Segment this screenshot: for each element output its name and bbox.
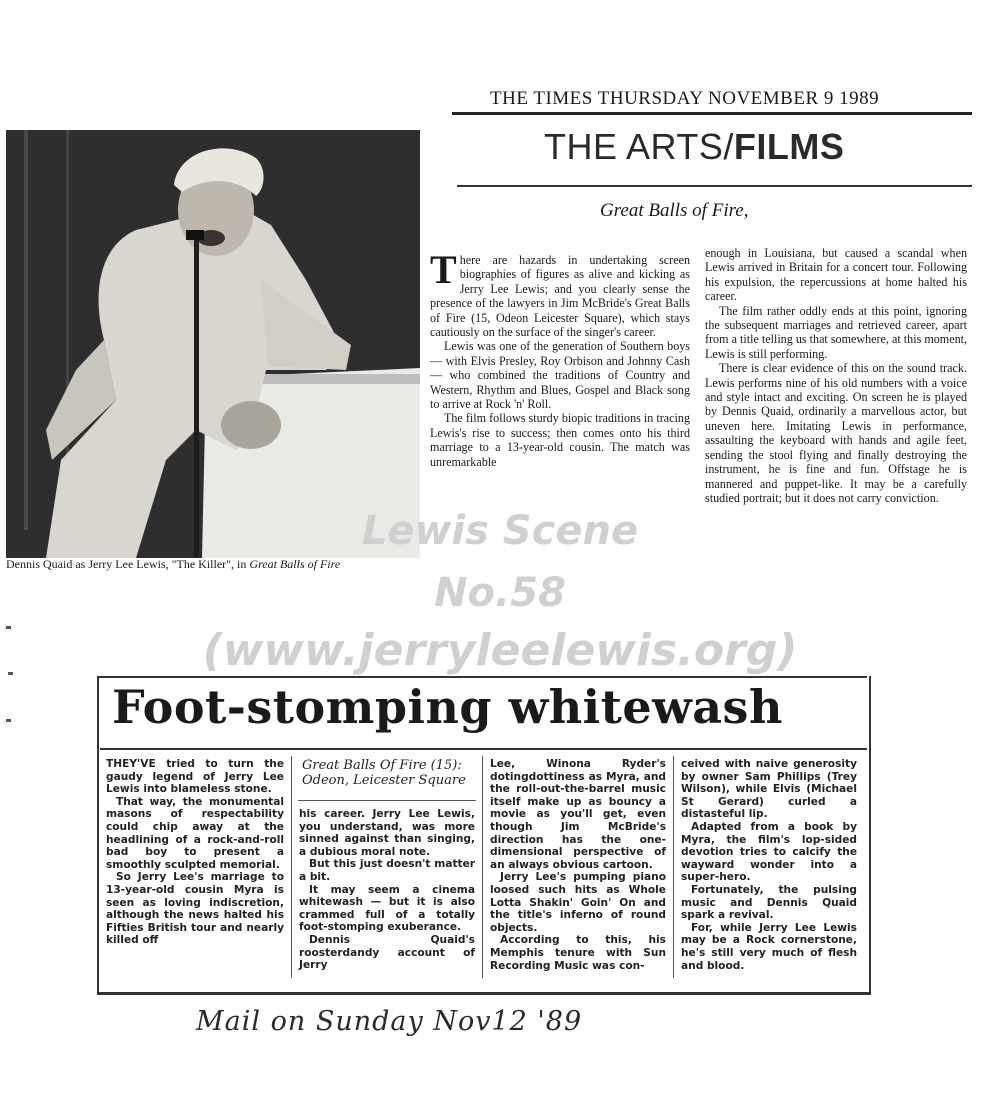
drop-cap: T <box>430 247 457 292</box>
handwritten-source-note: Mail on Sunday Nov12 '89 <box>196 1006 583 1037</box>
paragraph: ceived with naive generosity by owner Sam Phillips (Trey Wilson), while Elvis (Michael St Gerard) curled a distasteful lip. <box>681 758 857 821</box>
newspaper-dateline: THE TIMES THURSDAY NOVEMBER 9 1989 <box>490 88 880 109</box>
paragraph: The film rather oddly ends at this point, ignoring the subsequent marriages and retrieved career, apart from a title telling us that somewhere, at this moment, Lewis is still performing. <box>705 303 967 361</box>
paragraph: It may seem a cinema whitewash — but it is also crammed full of a totally foot-stomping exuberance. <box>299 883 475 934</box>
review-film-title: Great Balls of Fire, <box>600 200 749 221</box>
section-title-light: THE ARTS/ <box>544 126 734 167</box>
column-divider <box>482 756 483 978</box>
paragraph: For, while Jerry Lee Lewis may be a Rock cornerstone, he's still very much of flesh and blood. <box>681 921 857 972</box>
watermark-line-1: Lewis Scene <box>361 508 639 554</box>
performer-photo-illustration <box>6 130 420 558</box>
section-title <box>544 126 844 168</box>
film-info: Great Balls Of Fire (15): Odeon, Leicester Square <box>302 758 466 788</box>
caption-text: Dennis Quaid as Jerry Lee Lewis, "The Killer", in <box>6 557 250 571</box>
column-divider <box>673 756 674 978</box>
paragraph: Jerry Lee's pumping piano loosed such hits as Whole Lotta Shakin' Goin' On and the title's inferno of round objects. <box>490 871 666 934</box>
mail-column-1 <box>106 758 284 947</box>
headline-rule <box>100 748 867 750</box>
paragraph <box>430 247 690 340</box>
margin-mark <box>8 672 13 675</box>
mail-column-3 <box>490 758 666 972</box>
watermark-line-2: No.58 <box>434 570 566 616</box>
paragraph: enough in Louisiana, but caused a scandal when Lewis arrived in Britain for a concert tour. Following his expulsion, the repercussions at home halted his career. <box>705 246 967 304</box>
performer-photo <box>6 130 420 558</box>
paragraph: According to this, his Memphis tenure with Sun Recording Music was con- <box>490 934 666 972</box>
mail-column-2 <box>299 808 475 972</box>
paragraph: That way, the monumental masons of respectability could chip away at the headlining of a rock-and-roll bad boy to present a smoothly sculpted memorial. <box>106 795 284 871</box>
column-divider <box>291 756 292 978</box>
paragraph: Dennis Quaid's roosterdandy account of Jerry <box>299 933 475 972</box>
section-title-bold: FILMS <box>733 126 845 167</box>
times-column-1 <box>430 247 690 469</box>
paragraph: Fortunately, the pulsing music and Dennis Quaid spark a revival. <box>681 883 857 922</box>
margin-mark <box>6 626 11 629</box>
margin-mark <box>6 719 11 722</box>
watermark-url: (www.jerryleelewis.org) <box>202 625 798 676</box>
paragraph: Lewis was one of the generation of Southern boys — with Elvis Presley, Roy Orbison and Johnny Cash — who combined the traditions of Country and Western, Rhythm and Blues, Gospel and Black song to arrive at Rock 'n' Roll. <box>430 339 690 412</box>
paragraph: So Jerry Lee's marriage to 13-year-old cousin Myra is seen as loving indiscretion, although the news halted his Fifties British tour and nearly killed off <box>106 871 284 947</box>
caption-film-title: Great Balls of Fire <box>249 557 341 571</box>
paragraph: But this just doesn't matter a bit. <box>299 858 475 883</box>
paragraph: Adapted from a book by Myra, the film's lop-sided devotion tries to calcify the wayward wonder into a super-hero. <box>681 820 857 884</box>
paragraph: The film follows sturdy biopic traditions in tracing Lewis's rise to success; then comes onto his third marriage to a 13-year-old cousin. The match was unremarkable <box>430 411 690 469</box>
paragraph: THEY'VE tried to turn the gaudy legend of Jerry Lee Lewis into blameless stone. <box>106 758 284 796</box>
paragraph-text: here are hazards in undertaking screen biographies of figures as alive and kicking as Jerry Lee Lewis; and you clearly sense the presence of the lawyers in Jim McBride's Great Balls of Fire (15, Odeon Leicester Square), which stays cautiously on the surface of the singer's career. <box>430 253 690 340</box>
header-rule <box>452 112 972 115</box>
mail-column-4 <box>681 758 857 972</box>
times-column-2 <box>705 246 967 505</box>
mail-headline: Foot-stomping whitewash <box>112 680 783 734</box>
paragraph: Lee, Winona Ryder's dotingdottiness as Myra, and the roll-out-the-barrel music itself make up as bouncy a movie as you'll get, even though Jim McBride's direction has the one-dimensional perspective of an always obvious cartoon. <box>490 758 666 871</box>
paragraph: There is clear evidence of this on the sound track. Lewis performs nine of his old numbers with a voice and style intact and exciting. On screen he is played by Dennis Quaid, ordinarily a marvellous actor, but uneven here. Imitating Lewis in performance, assaulting the keyboard with hands and agile feet, sending the stool flying and finally destroying the instrument, he is fine and fun. Offstage he is mannered and puppet-like. It may be a carefully studied portrait; but it does not carry conviction. <box>705 361 967 505</box>
paragraph: his career. Jerry Lee Lewis, you understand, was more sinned against than singing, a dubious moral note. <box>299 808 475 858</box>
section-rule <box>457 185 972 187</box>
